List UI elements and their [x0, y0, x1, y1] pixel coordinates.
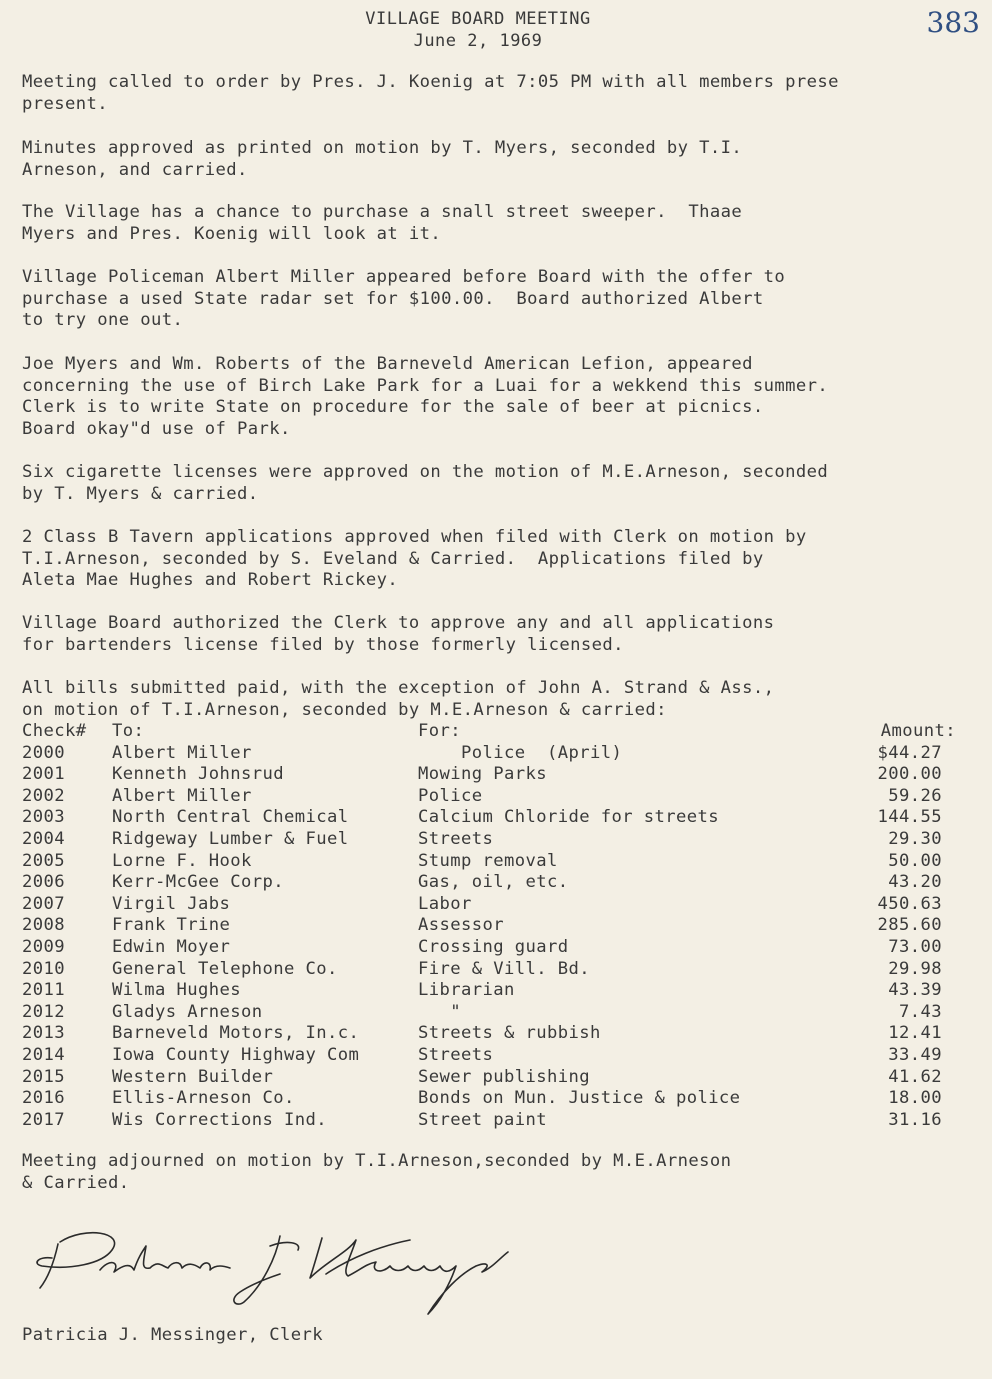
bills-header-row — [22, 721, 962, 743]
purpose: Labor — [418, 893, 472, 914]
check-number: 2008 — [22, 915, 65, 936]
paragraph-street-sweeper: The Village has a chance to purchase a snall street sweeper. Thaae Myers and Pres. Koenig will look at it. — [22, 202, 743, 244]
amount: 7.43 — [899, 1001, 942, 1022]
bill-row — [22, 743, 962, 765]
clerk-name: Patricia J. Messinger, Clerk — [22, 1325, 323, 1345]
amount: 43.20 — [888, 872, 942, 893]
check-number: 2011 — [22, 980, 65, 1001]
payee: Wis Corrections Ind. — [112, 1109, 327, 1130]
bill-row — [22, 851, 962, 873]
purpose: Streets — [418, 1044, 494, 1065]
paragraph-minutes: Minutes approved as printed on motion by T. Myers, seconded by T.I. Arneson, and carried. — [22, 138, 743, 180]
bill-row — [22, 872, 962, 894]
document-header — [0, 8, 956, 52]
check-number: 2005 — [22, 850, 65, 871]
amount: 29.98 — [888, 958, 942, 979]
payee: Edwin Moyer — [112, 936, 231, 957]
purpose: Bonds on Mun. Justice & police — [418, 1088, 741, 1109]
purpose: Police (April) — [418, 742, 623, 763]
header-amount: Amount: — [880, 721, 956, 741]
amount: 285.60 — [877, 915, 942, 936]
bill-row — [22, 1002, 962, 1024]
purpose: Streets & rubbish — [418, 1023, 601, 1044]
check-number: 2007 — [22, 893, 65, 914]
paragraph-bills: All bills submitted paid, with the exception of John A. Strand & Ass., on motion of T.I.Arneson, seconded by M.E.Arneson & carried: — [22, 678, 775, 720]
purpose: Fire & Vill. Bd. — [418, 958, 590, 979]
bills-rows — [22, 743, 962, 1132]
purpose: Librarian — [418, 980, 515, 1001]
check-number: 2001 — [22, 764, 65, 785]
amount: 41.62 — [888, 1066, 942, 1087]
amount: 450.63 — [877, 893, 942, 914]
check-number: 2016 — [22, 1088, 65, 1109]
payee: Ellis-Arneson Co. — [112, 1088, 295, 1109]
header-to: To: — [112, 721, 145, 741]
bill-row — [22, 937, 962, 959]
bill-row — [22, 980, 962, 1002]
payee: Albert Miller — [112, 785, 252, 806]
amount: 12.41 — [888, 1023, 942, 1044]
check-number: 2015 — [22, 1066, 65, 1087]
bill-row — [22, 915, 962, 937]
paragraph-adjourned: Meeting adjourned on motion by T.I.Arneson,seconded by M.E.Arneson & Carried. — [22, 1151, 732, 1193]
amount: 144.55 — [877, 807, 942, 828]
paragraph-cigarette-licenses: Six cigarette licenses were approved on the motion of M.E.Arneson, seconded by T. Myers & carried. — [22, 462, 829, 504]
page-number: 383 — [926, 6, 980, 39]
bill-row — [22, 959, 962, 981]
check-number: 2012 — [22, 1001, 65, 1022]
purpose: Mowing Parks — [418, 764, 547, 785]
header-check: Check# — [22, 721, 87, 741]
payee: Ridgeway Lumber & Fuel — [112, 828, 349, 849]
purpose: Gas, oil, etc. — [418, 872, 569, 893]
amount: 43.39 — [888, 980, 942, 1001]
amount: 200.00 — [877, 764, 942, 785]
purpose: Calcium Chloride for streets — [418, 807, 719, 828]
bill-row — [22, 786, 962, 808]
amount: 18.00 — [888, 1088, 942, 1109]
document-title: VILLAGE BOARD MEETING — [365, 9, 591, 29]
amount: 59.26 — [888, 785, 942, 806]
payee: Albert Miller — [112, 742, 252, 763]
amount: 31.16 — [888, 1109, 942, 1130]
check-number: 2000 — [22, 742, 65, 763]
bill-row — [22, 829, 962, 851]
bill-row — [22, 1067, 962, 1089]
payee: Barneveld Motors, In.c. — [112, 1023, 360, 1044]
payee: Kenneth Johnsrud — [112, 764, 284, 785]
amount: 33.49 — [888, 1044, 942, 1065]
payee: Iowa County Highway Com — [112, 1044, 360, 1065]
paragraph-call-to-order: Meeting called to order by Pres. J. Koenig at 7:05 PM with all members prese present. — [22, 72, 839, 114]
amount: 73.00 — [888, 936, 942, 957]
payee: Gladys Arneson — [112, 1001, 263, 1022]
bill-row — [22, 1045, 962, 1067]
paragraph-radar-set: Village Policeman Albert Miller appeared before Board with the offer to purchase a used State radar set for $100.00. Board authorized Albert to try one out. — [22, 267, 786, 330]
bill-row — [22, 1088, 962, 1110]
purpose: Stump removal — [418, 850, 558, 871]
paragraph-american-legion: Joe Myers and Wm. Roberts of the Barneveld American Lefion, appeared concerning the use of Birch Lake Park for a Luai for a wekkend this summer. Clerk is to write State on procedure for the sale of beer at picnics. Board okay"d use of Park. — [22, 354, 829, 439]
payee: North Central Chemical — [112, 807, 349, 828]
purpose: " — [418, 1001, 461, 1022]
check-number: 2017 — [22, 1109, 65, 1130]
purpose: Streets — [418, 828, 494, 849]
check-number: 2003 — [22, 807, 65, 828]
bills-table — [22, 721, 962, 1131]
bill-row — [22, 764, 962, 786]
check-number: 2010 — [22, 958, 65, 979]
check-number: 2006 — [22, 872, 65, 893]
check-number: 2002 — [22, 785, 65, 806]
payee: Virgil Jabs — [112, 893, 231, 914]
purpose: Sewer publishing — [418, 1066, 590, 1087]
header-for: For: — [418, 721, 461, 741]
check-number: 2009 — [22, 936, 65, 957]
bill-row — [22, 1110, 962, 1132]
amount: $44.27 — [877, 742, 942, 763]
payee: Wilma Hughes — [112, 980, 241, 1001]
purpose: Assessor — [418, 915, 504, 936]
payee: Lorne F. Hook — [112, 850, 252, 871]
check-number: 2014 — [22, 1044, 65, 1065]
meeting-date: June 2, 1969 — [413, 31, 543, 51]
check-number: 2004 — [22, 828, 65, 849]
purpose: Police — [418, 785, 483, 806]
purpose: Crossing guard — [418, 936, 569, 957]
bill-row — [22, 894, 962, 916]
paragraph-tavern-applications: 2 Class B Tavern applications approved when filed with Clerk on motion by T.I.Arneson, seconded by S. Eveland & Carried. Applications filed by Aleta Mae Hughes and Robert Rickey. — [22, 527, 807, 590]
bill-row — [22, 1023, 962, 1045]
amount: 29.30 — [888, 828, 942, 849]
handwritten-signature — [30, 1222, 510, 1322]
amount: 50.00 — [888, 850, 942, 871]
paragraph-bartender-licenses: Village Board authorized the Clerk to approve any and all applications for bartenders license filed by those formerly licensed. — [22, 613, 775, 655]
payee: Frank Trine — [112, 915, 231, 936]
purpose: Street paint — [418, 1109, 547, 1130]
bill-row — [22, 807, 962, 829]
payee: Western Builder — [112, 1066, 274, 1087]
check-number: 2013 — [22, 1023, 65, 1044]
payee: General Telephone Co. — [112, 958, 338, 979]
payee: Kerr-McGee Corp. — [112, 872, 284, 893]
